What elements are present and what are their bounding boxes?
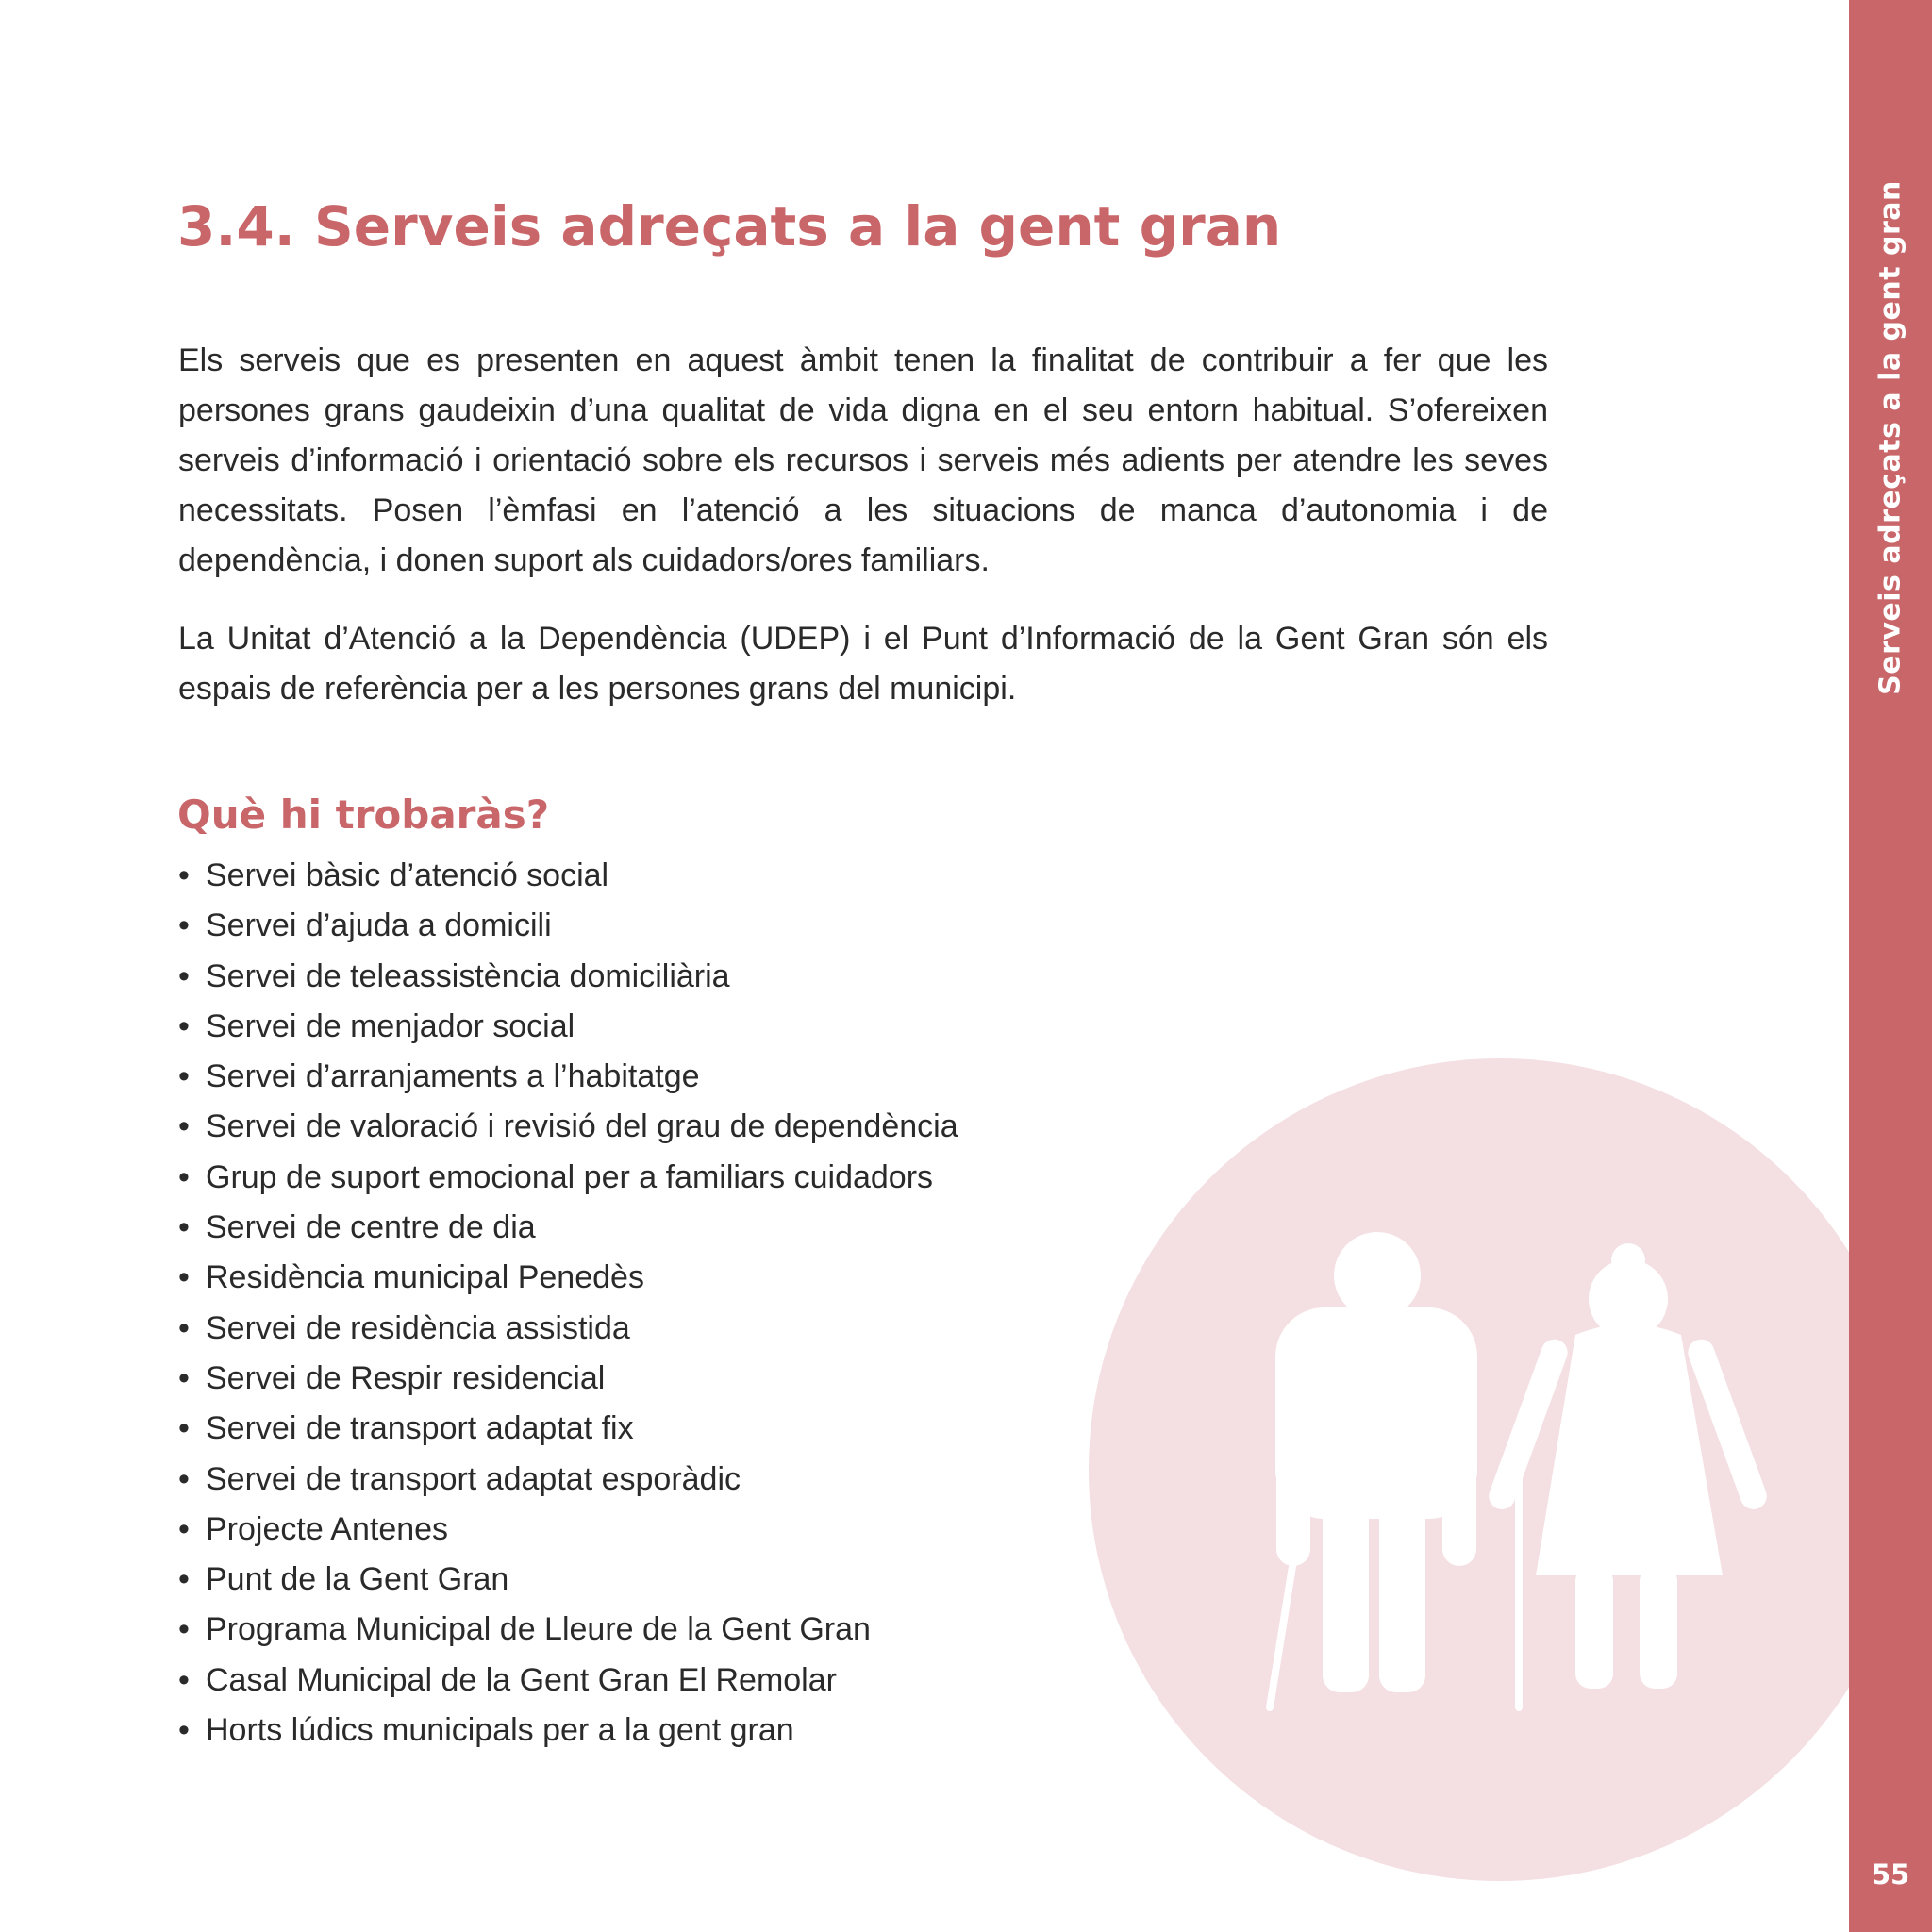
bullet-icon: • xyxy=(178,858,190,893)
list-item-label: Servei de residència assistida xyxy=(206,1309,630,1346)
bullet-icon: • xyxy=(178,1058,190,1095)
bullet-icon: • xyxy=(178,1712,190,1749)
list-item-label: Servei de Respir residencial xyxy=(206,1359,606,1396)
list-item xyxy=(178,1605,958,1655)
list-item-label: Servei de menjador social xyxy=(206,1008,575,1044)
list-item-label: Casal Municipal de la Gent Gran El Remolar xyxy=(206,1661,837,1698)
list-item-label: Punt de la Gent Gran xyxy=(206,1561,509,1598)
side-tab-label: Serveis adreçats a la gent gran xyxy=(1874,180,1907,695)
services-heading: Què hi trobaràs? xyxy=(177,791,550,838)
page-number: 55 xyxy=(1871,1858,1910,1890)
bullet-icon: • xyxy=(178,1460,190,1497)
list-item-label: Horts lúdics municipals per a la gent gran xyxy=(206,1712,794,1749)
bullet-icon: • xyxy=(178,1611,190,1648)
list-item-label: Servei de valoració i revisió del grau de dependència xyxy=(206,1108,958,1145)
bullet-icon: • xyxy=(178,908,190,944)
list-item-label: Servei de centre de dia xyxy=(206,1209,536,1246)
list-item-label: Servei de teleassistència domiciliària xyxy=(206,958,730,994)
bullet-icon: • xyxy=(178,1410,190,1447)
list-item-label: Residència municipal Penedès xyxy=(206,1259,644,1296)
bullet-icon: • xyxy=(178,1209,190,1246)
list-item-label: Servei d’ajuda a domicili xyxy=(206,908,552,944)
intro-paragraph: Els serveis que es presenten en aquest àmbit tenen la finalitat de contribuir a fer que les persones grans gaudeixin d’una qualitat de vida digna en el seu entorn habitual. S’ofereixen serveis d’informació i orientació sobre els recursos i serveis més adients per atendre les seves necessitats. Posen l’èmfasi en l’atenció a les situacions de manca d’autonomia i de dependència, i donen suport als cuidadors/ores familiars. xyxy=(178,342,1548,578)
list-item xyxy=(178,1354,958,1404)
list-item-label: Projecte Antenes xyxy=(206,1510,449,1547)
page-title: 3.4. Serveis adreçats a la gent gran xyxy=(177,194,1282,258)
list-item xyxy=(178,1656,958,1706)
list-item xyxy=(178,1102,958,1152)
list-item xyxy=(178,1002,958,1052)
list-item xyxy=(178,1253,958,1303)
list-item-label: Servei de transport adaptat fix xyxy=(206,1410,634,1447)
bullet-icon: • xyxy=(178,1259,190,1296)
list-item xyxy=(178,1505,958,1555)
list-item xyxy=(178,901,958,951)
bullet-icon: • xyxy=(178,958,190,994)
list-item xyxy=(178,1153,958,1203)
bullet-icon: • xyxy=(178,1108,190,1145)
bullet-icon: • xyxy=(178,1561,190,1598)
reference-paragraph: La Unitat d’Atenció a la Dependència (UDEP) i el Punt d’Informació de la Gent Gran són els espais de referència per a les persones grans del municipi. xyxy=(178,621,1548,707)
list-item-label: Servei bàsic d’atenció social xyxy=(206,858,609,893)
bullet-icon: • xyxy=(178,1008,190,1044)
list-item xyxy=(178,1304,958,1354)
bullet-icon: • xyxy=(178,1661,190,1698)
list-item xyxy=(178,1706,958,1756)
list-item xyxy=(178,1404,958,1454)
list-item-label: Servei d’arranjaments a l’habitatge xyxy=(206,1058,700,1095)
bullet-icon: • xyxy=(178,1359,190,1396)
list-item xyxy=(178,1455,958,1505)
list-item-label: Servei de transport adaptat esporàdic xyxy=(206,1460,741,1497)
bullet-icon: • xyxy=(178,1158,190,1195)
bullet-icon: • xyxy=(178,1510,190,1547)
list-item-label: Programa Municipal de Lleure de la Gent Gran xyxy=(206,1611,871,1648)
services-list xyxy=(178,851,958,1756)
list-item xyxy=(178,1203,958,1253)
list-item xyxy=(178,851,958,901)
list-item xyxy=(178,952,958,1002)
list-item xyxy=(178,1052,958,1102)
list-item xyxy=(178,1555,958,1605)
elderly-couple-icon xyxy=(1085,1055,1849,1885)
list-item-label: Grup de suport emocional per a familiars cuidadors xyxy=(206,1158,934,1195)
bullet-icon: • xyxy=(178,1309,190,1346)
